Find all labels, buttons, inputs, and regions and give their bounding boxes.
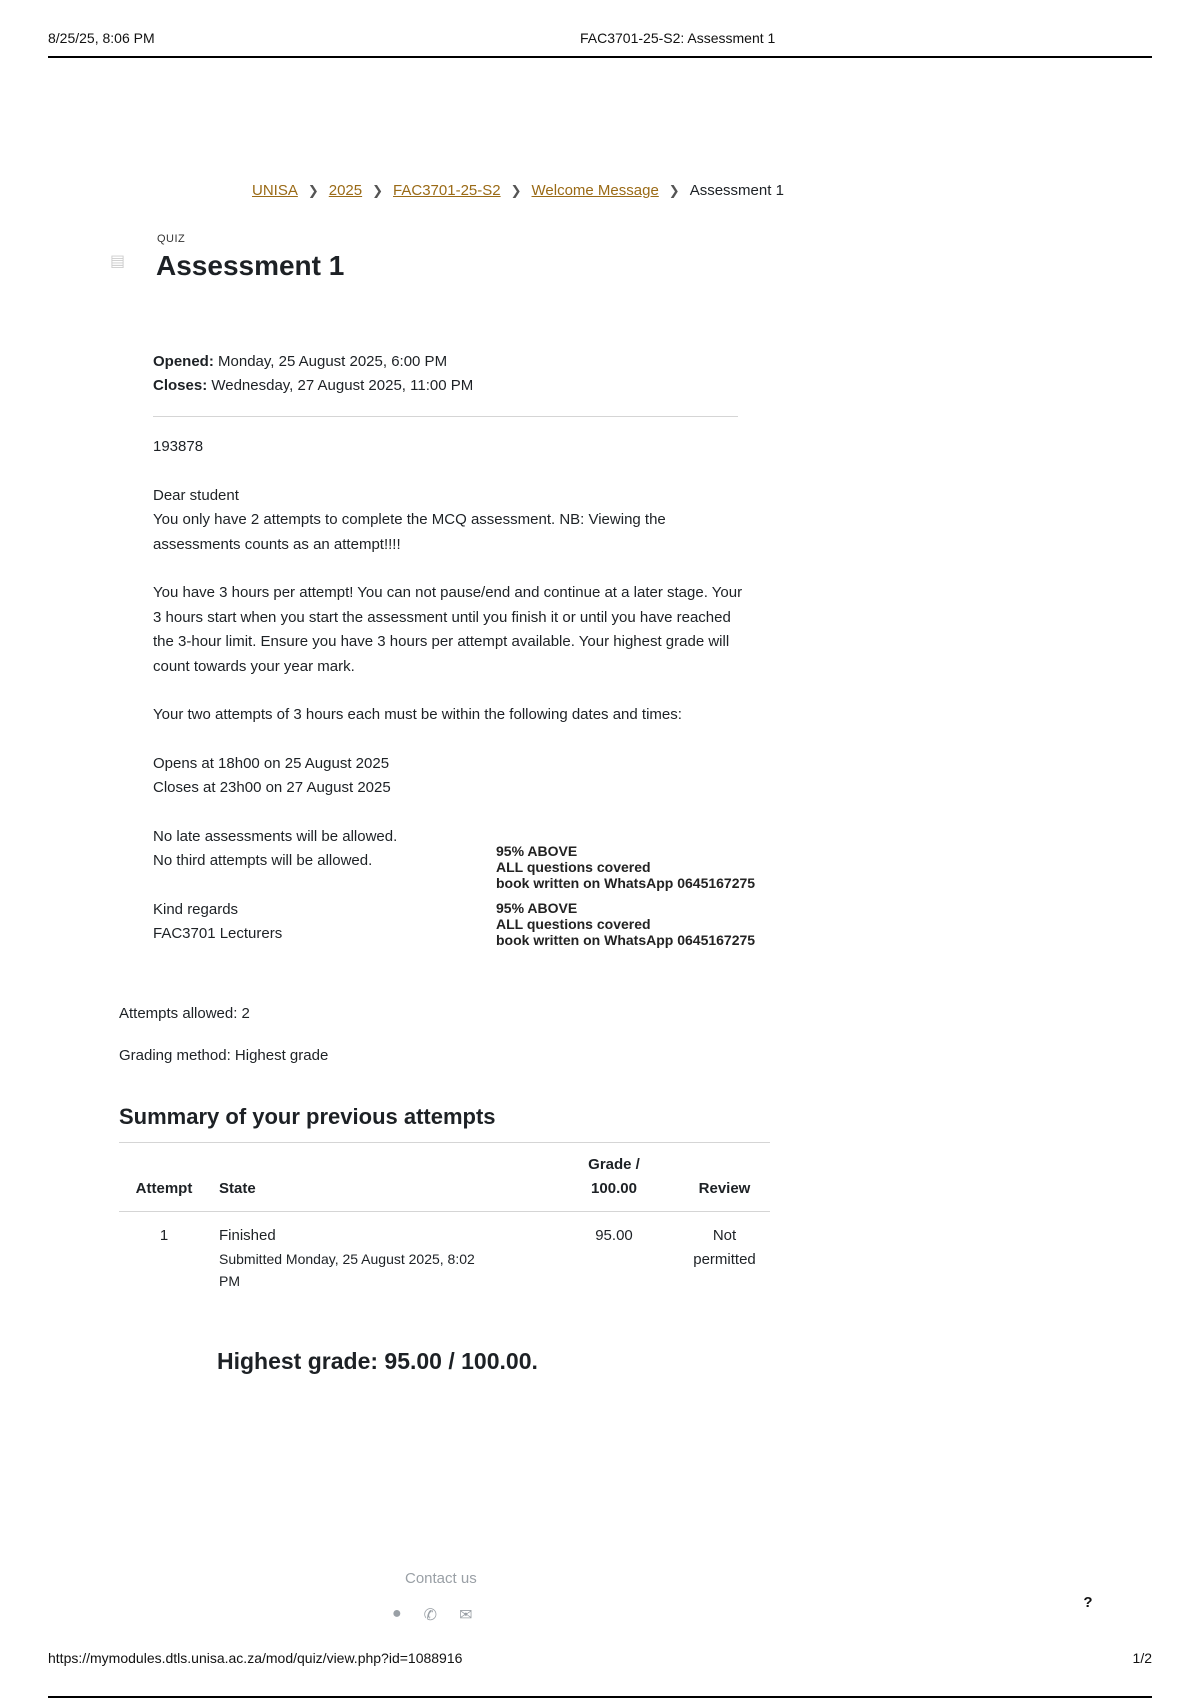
activity-type-label: QUIZ (157, 233, 186, 245)
breadcrumb (252, 182, 784, 199)
intro-paragraph: You have 3 hours per attempt! You can not pause/end and continue at a later stage. Your 3 hours start when you start the assessment until you finish it or until you have reached the 3-hour limit. Ensure you have 3 hours per attempt available. Your highest grade will count towards your year mark. (153, 584, 743, 675)
intro-paragraph: No late assessments will be allowed. No third attempts will be allowed. (153, 827, 398, 869)
phone-icon[interactable]: ✆ (423, 1607, 438, 1624)
breadcrumb-link-2025[interactable]: 2025 (328, 182, 363, 199)
intro-paragraph: Kind regards FAC3701 Lecturers (153, 900, 283, 942)
activity-dates (153, 350, 473, 398)
attempts-allowed: Attempts allowed: 2 (119, 1005, 250, 1022)
intro-paragraph: Your two attempts of 3 hours each must be within the following dates and times: (153, 706, 682, 723)
cell-state: Finished Submitted Monday, 25 August 2025, 8:02 PM (219, 1227, 475, 1289)
intro-paragraph: Opens at 18h00 on 25 August 2025 Closes at 23h00 on 27 August 2025 (153, 754, 391, 796)
print-page-title: FAC3701-25-S2: Assessment 1 (580, 30, 776, 46)
attempts-table (119, 1142, 770, 1304)
grading-method: Grading method: Highest grade (119, 1047, 329, 1064)
intro-code: 193878 (153, 438, 204, 455)
quiz-icon: ▤ (110, 253, 126, 270)
col-review: Review (679, 1143, 770, 1212)
intro-paragraph: Dear student You only have 2 attempts to complete the MCQ assessment. NB: Viewing the assessments counts as an attempt!!!! (153, 486, 666, 553)
print-url: https://mymodules.dtls.unisa.ac.za/mod/quiz/view.php?id=1088916 (48, 1650, 463, 1666)
breadcrumb-link-welcome[interactable]: Welcome Message (531, 182, 659, 199)
help-button[interactable]: ? (1083, 1594, 1093, 1611)
highest-grade: Highest grade: 95.00 / 100.00. (217, 1348, 538, 1374)
opened-date: Opened: Monday, 25 August 2025, 6:00 PM (153, 353, 448, 370)
contact-us-link[interactable]: Contact us (405, 1570, 477, 1587)
footer-icons (392, 1605, 472, 1625)
mail-icon[interactable]: ✉ (459, 1607, 473, 1624)
chevron-right-icon: ❯ (372, 182, 384, 198)
breadcrumb-link-unisa[interactable]: UNISA (252, 182, 298, 199)
overlay-note-1: 95% ABOVE ALL questions covered book written on WhatsApp 0645167275 (496, 843, 756, 891)
divider (153, 416, 738, 417)
print-page-number: 1/2 (1132, 1650, 1152, 1666)
overlay-note-2: 95% ABOVE ALL questions covered book written on WhatsApp 0645167275 (496, 900, 756, 948)
cell-attempt: 1 (159, 1227, 169, 1244)
print-footer (48, 1650, 1152, 1698)
chevron-right-icon: ❯ (307, 182, 319, 198)
cell-review: Not permitted (693, 1227, 756, 1268)
table-row (119, 1212, 770, 1305)
chevron-right-icon: ❯ (668, 182, 680, 198)
print-header (48, 30, 1152, 58)
summary-title: Summary of your previous attempts (119, 1104, 496, 1129)
col-grade: Grade / 100.00 (549, 1143, 679, 1212)
globe-icon[interactable]: ● (392, 1605, 402, 1622)
col-attempt: Attempt (119, 1143, 209, 1212)
page-title: Assessment 1 (156, 250, 345, 281)
chevron-right-icon: ❯ (510, 182, 522, 198)
col-state: State (209, 1143, 549, 1212)
closes-date: Closes: Wednesday, 27 August 2025, 11:00 PM (153, 377, 474, 394)
print-datetime: 8/25/25, 8:06 PM (48, 30, 155, 46)
cell-grade: 95.00 (595, 1227, 633, 1244)
breadcrumb-link-course[interactable]: FAC3701-25-S2 (393, 182, 501, 199)
breadcrumb-current: Assessment 1 (689, 182, 784, 199)
